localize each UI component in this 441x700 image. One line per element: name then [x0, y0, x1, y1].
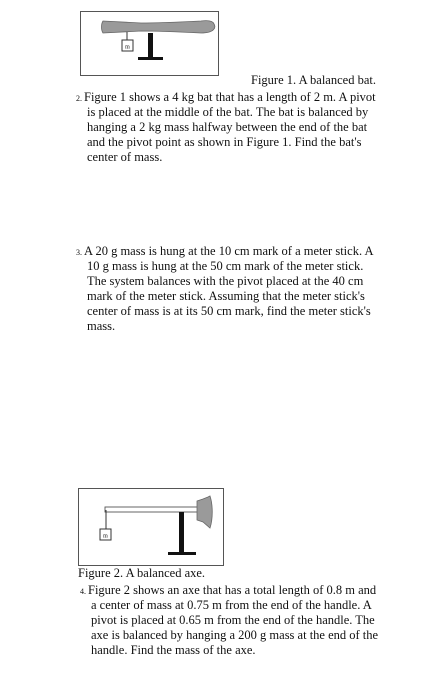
- axe-head: [197, 496, 212, 528]
- pivot-base: [168, 552, 196, 555]
- figure-2-axe: [78, 488, 224, 566]
- problem-line: pivot is placed at 0.65 m from the end of the handle. The: [91, 613, 375, 627]
- problem-number: 2.: [76, 94, 82, 103]
- problem-line: 10 g mass is hung at the 50 cm mark of the meter stick.: [87, 259, 364, 273]
- pivot-post: [148, 33, 153, 57]
- bat-shape: [102, 21, 215, 33]
- problem-3: [76, 244, 374, 334]
- problem-4: [80, 583, 378, 658]
- problem-line: handle. Find the mass of the axe.: [91, 643, 256, 657]
- problem-line: center of mass.: [87, 150, 163, 164]
- problem-line: A 20 g mass is hung at the 10 cm mark of a meter stick. A: [84, 244, 374, 258]
- pivot-post: [179, 512, 184, 552]
- axe-handle: [105, 507, 203, 512]
- pivot-base: [138, 57, 163, 60]
- figure-1-bat: [80, 11, 219, 76]
- problem-line: mass.: [87, 319, 116, 333]
- problem-line: is placed at the middle of the bat. The bat is balanced by: [87, 105, 369, 119]
- problem-line: a center of mass at 0.75 m from the end of the handle. A: [91, 598, 372, 612]
- figure-2-caption: Figure 2. A balanced axe.: [78, 566, 206, 580]
- problem-line: hanging a 2 kg mass halfway between the end of the bat: [87, 120, 368, 134]
- problem-line: The system balances with the pivot placed at the 40 cm: [87, 274, 364, 288]
- problem-number: 3.: [76, 248, 82, 257]
- figure-1-caption: Figure 1. A balanced bat.: [251, 73, 376, 87]
- problem-line: Figure 2 shows an axe that has a total length of 0.8 m and: [88, 583, 377, 597]
- problem-2: [76, 90, 376, 165]
- mass-label-text: m: [125, 44, 130, 51]
- problem-number: 4.: [80, 587, 86, 596]
- problem-line: axe is balanced by hanging a 200 g mass at the end of the: [91, 628, 379, 642]
- axe-diagram: [79, 489, 223, 565]
- problem-line: center of mass is at its 50 cm mark, find the meter stick's: [87, 304, 371, 318]
- bat-diagram: [81, 12, 218, 75]
- problem-line: mark of the meter stick. Assuming that the meter stick's: [87, 289, 365, 303]
- problem-line: Figure 1 shows a 4 kg bat that has a length of 2 m. A pivot: [84, 90, 376, 104]
- mass-label-text: m: [103, 533, 108, 540]
- problem-line: and the pivot point as shown in Figure 1. Find the bat's: [87, 135, 362, 149]
